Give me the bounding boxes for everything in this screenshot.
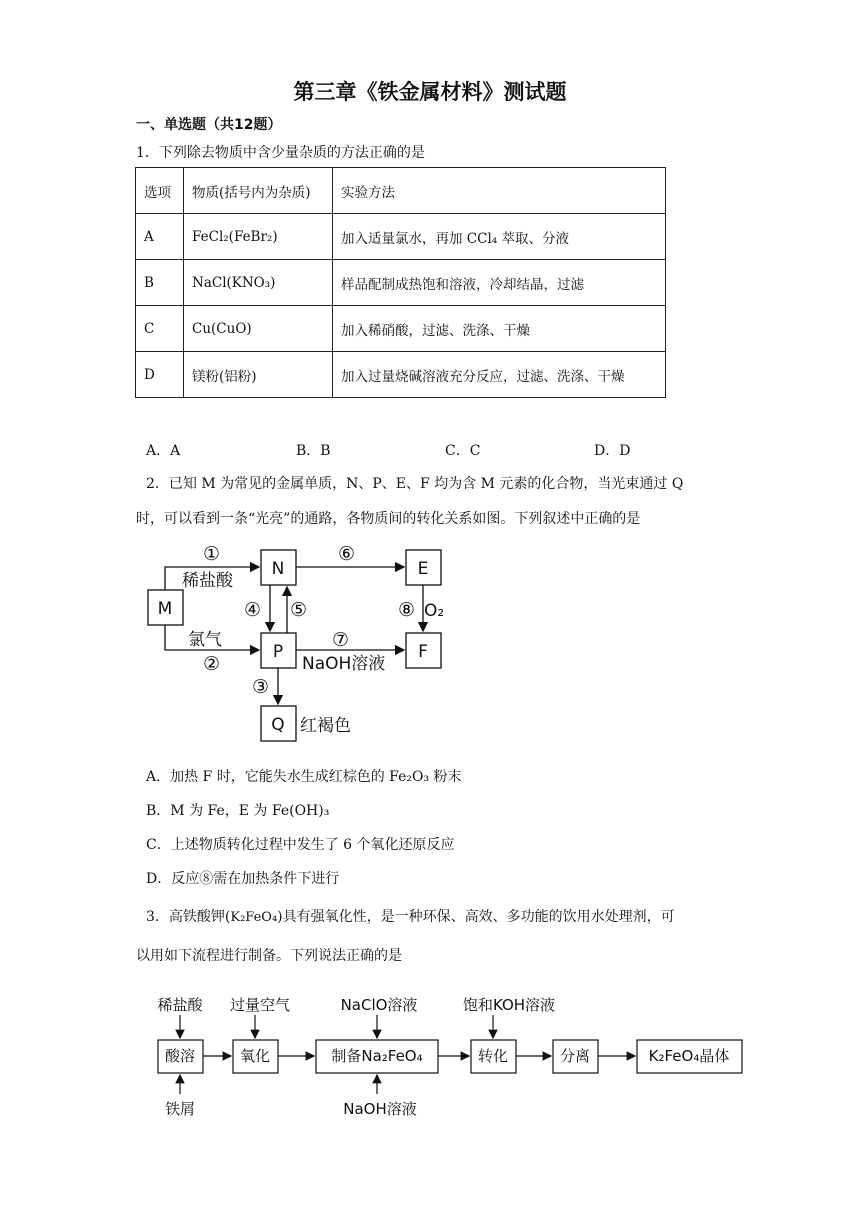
step-1-marker: ① <box>203 543 221 565</box>
table-cell-option: D <box>136 352 184 398</box>
table-cell-option: A <box>136 214 184 260</box>
flow-bottom-label: NaOH溶液 <box>343 1100 417 1118</box>
q2-option-b[interactable]: B．M 为 Fe，E 为 Fe(OH)₃ <box>146 803 330 819</box>
step-4-marker: ④ <box>244 599 262 621</box>
q3-stem-suffix: )具有强氧化性，是一种环保、高效、多功能的饮用水处理剂，可 <box>277 909 675 925</box>
section-heading: 一、单选题（共12题） <box>136 117 282 133</box>
flow-top-label: 稀盐酸 <box>157 996 203 1014</box>
table-cell-substance: FeCl₂(FeBr₂) <box>184 214 333 260</box>
reagent-o2-label: O₂ <box>424 601 445 621</box>
flow-box-label: 氧化 <box>239 1047 271 1065</box>
q3-flow-diagram <box>140 990 760 1125</box>
q2-stem-line2: 时，可以看到一条“光亮”的通路，各物质间的转化关系如图。下列叙述中正确的是 <box>136 511 641 527</box>
table-row <box>136 260 666 306</box>
page-title: 第三章《铁金属材料》测试题 <box>293 80 567 104</box>
flow-box-label: 酸溶 <box>164 1047 196 1065</box>
q2-transformation-diagram <box>140 538 490 748</box>
q3-stem-line1 <box>146 906 675 926</box>
flow-box-label: 制备Na₂FeO₄ <box>331 1047 423 1065</box>
flow-box-label: 分离 <box>559 1047 591 1065</box>
step-5-marker: ⑤ <box>290 599 308 621</box>
table-cell-method: 样品配制成热饱和溶液，冷却结晶，过滤 <box>333 260 666 306</box>
table-cell-substance: 镁粉(铝粉) <box>184 352 333 398</box>
reagent-cl2-label: 氯气 <box>188 630 222 650</box>
flow-top-label: 饱和KOH溶液 <box>462 996 556 1014</box>
q3-stem-line2: 以用如下流程进行制备。下列说法正确的是 <box>136 948 402 964</box>
step-6-marker: ⑥ <box>338 543 356 565</box>
q2-option-c[interactable]: C．上述物质转化过程中发生了 6 个氧化还原反应 <box>146 837 455 853</box>
node-m-label: M <box>157 599 173 619</box>
reagent-hcl-label: 稀盐酸 <box>182 571 233 591</box>
q2-option-d[interactable]: D．反应⑧需在加热条件下进行 <box>146 871 340 887</box>
node-q-label: Q <box>271 715 285 735</box>
node-n-label: N <box>271 559 285 579</box>
node-e-label: E <box>417 559 429 579</box>
node-f-label: F <box>418 642 428 662</box>
q1-option-d[interactable]: D．D <box>594 443 631 459</box>
node-p-label: P <box>272 642 284 662</box>
reagent-naoh-label: NaOH溶液 <box>302 654 386 674</box>
table-cell-method: 加入稀硝酸，过滤、洗涤、干燥 <box>333 306 666 352</box>
table-header-cell: 实验方法 <box>333 168 666 214</box>
table-cell-option: B <box>136 260 184 306</box>
q3-stem-formula: K₂FeO₄ <box>230 910 278 925</box>
q1-table <box>135 167 666 398</box>
flow-top-label: NaClO溶液 <box>340 996 418 1014</box>
q1-option-a[interactable]: A．A <box>146 443 181 459</box>
table-header-cell: 物质(括号内为杂质) <box>184 168 333 214</box>
q2-stem-line1: 2．已知 M 为常见的金属单质，N、P、E、F 均为含 M 元素的化合物，当光束通过 Q <box>146 476 684 492</box>
step-8-marker: ⑧ <box>398 599 416 621</box>
table-cell-substance: Cu(CuO) <box>184 306 333 352</box>
table-row <box>136 306 666 352</box>
flow-top-label: 过量空气 <box>229 996 291 1014</box>
table-row <box>136 352 666 398</box>
table-cell-method: 加入适量氯水，再加 CCl₄ 萃取、分液 <box>333 214 666 260</box>
q1-option-b[interactable]: B．B <box>296 443 331 459</box>
flow-box-label: 转化 <box>477 1047 509 1065</box>
q-color-label: 红褐色 <box>300 716 351 736</box>
step-7-marker: ⑦ <box>332 629 350 651</box>
table-header-row <box>136 168 666 214</box>
q2-option-a[interactable]: A．加热 F 时，它能失水生成红棕色的 Fe₂O₃ 粉末 <box>146 769 462 785</box>
table-header-cell: 选项 <box>136 168 184 214</box>
table-cell-substance: NaCl(KNO₃) <box>184 260 333 306</box>
table-cell-option: C <box>136 306 184 352</box>
flow-bottom-label: 铁屑 <box>164 1100 196 1118</box>
table-row <box>136 214 666 260</box>
step-3-marker: ③ <box>252 676 270 698</box>
table-cell-method: 加入过量烧碱溶液充分反应，过滤、洗涤、干燥 <box>333 352 666 398</box>
q3-stem-prefix: 3．高铁酸钾( <box>146 909 231 925</box>
flow-box-label: K₂FeO₄晶体 <box>648 1047 730 1065</box>
step-2-marker: ② <box>203 653 221 675</box>
q1-stem: 1．下列除去物质中含少量杂质的方法正确的是 <box>136 145 425 161</box>
q1-option-c[interactable]: C．C <box>445 443 481 459</box>
